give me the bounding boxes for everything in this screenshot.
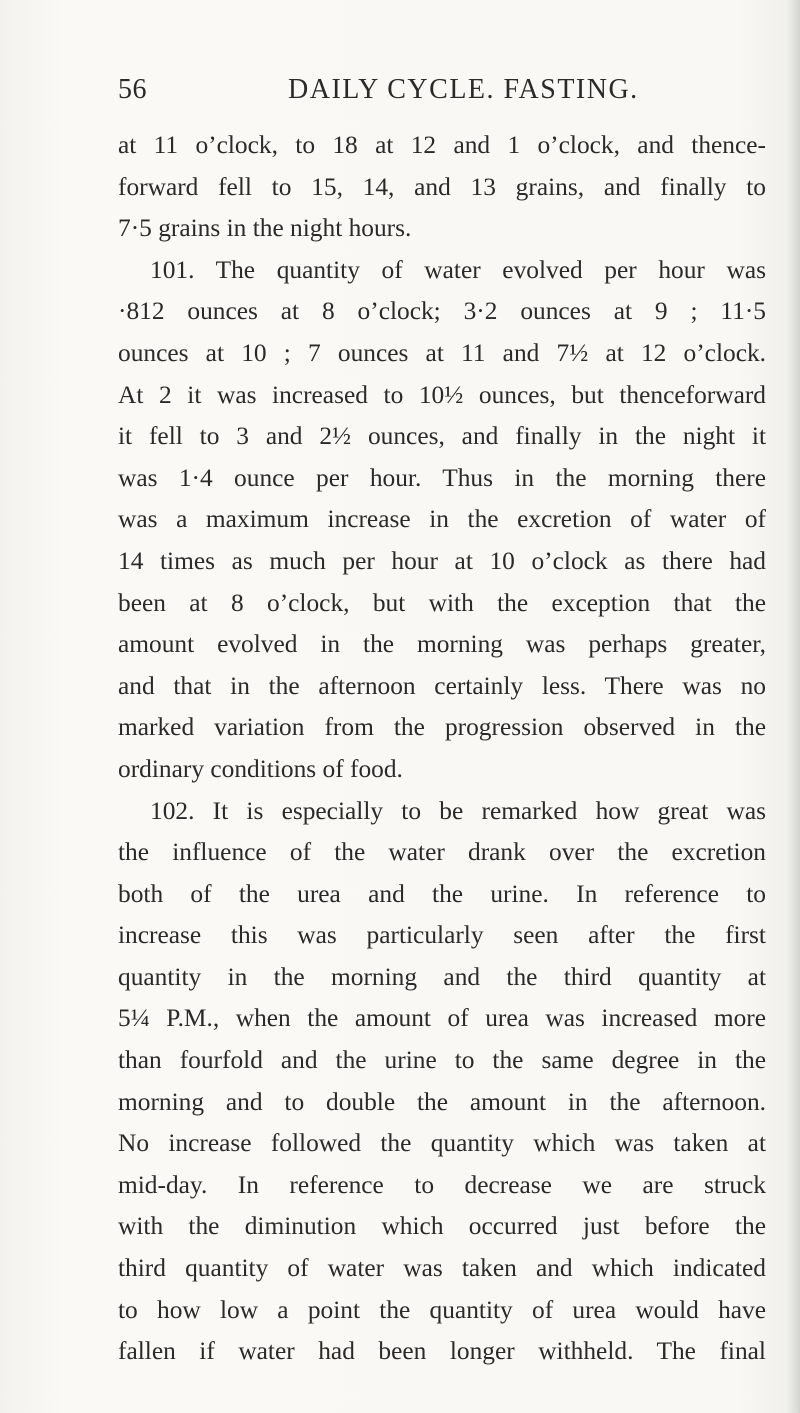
text-line: than fourfold and the urine to the same degree in the <box>118 1046 766 1075</box>
paragraph-101-start: 101. The quantity of water evolved per hour was <box>150 255 766 284</box>
text-line: quantity in the morning and the third quantity at <box>118 962 766 991</box>
page-body <box>118 125 766 1373</box>
text-line: mid-day. In reference to decrease we are struck <box>118 1170 766 1199</box>
text-line: at 11 o’clock, to 18 at 12 and 1 o’clock, and thence- <box>118 131 766 159</box>
text-line: was 1·4 ounce per hour. Thus in the morning there <box>118 463 766 492</box>
text-line: both of the urea and the urine. In reference to <box>118 879 766 908</box>
text-line: No increase followed the quantity which was taken at <box>118 1129 766 1158</box>
text-line: forward fell to 15, 14, and 13 grains, and finally to <box>118 172 766 201</box>
text-line: At 2 it was increased to 10½ ounces, but thenceforward <box>118 380 766 409</box>
text-line: 7·5 grains in the night hours. <box>118 214 412 243</box>
text-line: was a maximum increase in the excretion of water of <box>118 505 766 534</box>
text-line: 5¼ P.M., when the amount of urea was increased more <box>118 1004 766 1033</box>
text-line: marked variation from the progression observed in the <box>118 713 766 742</box>
text-line: increase this was particularly seen after the first <box>118 921 766 950</box>
text-line: to how low a point the quantity of urea would have <box>118 1295 766 1324</box>
text-line: and that in the afternoon certainly less. There was no <box>118 671 766 700</box>
text-line: the influence of the water drank over the excretion <box>118 838 766 867</box>
text-line: morning and to double the amount in the afternoon. <box>118 1087 766 1116</box>
text-line: third quantity of water was taken and which indicated <box>118 1254 766 1283</box>
page-edge-shadow <box>786 0 800 1413</box>
text-line: 14 times as much per hour at 10 o’clock as there had <box>118 546 766 575</box>
text-line: been at 8 o’clock, but with the exception that the <box>118 588 766 617</box>
text-line: fallen if water had been longer withheld. The final <box>118 1337 766 1366</box>
text-line: it fell to 3 and 2½ ounces, and finally in the night it <box>118 422 766 451</box>
text-line: ounces at 10 ; 7 ounces at 11 and 7½ at 12 o’clock. <box>118 338 766 367</box>
running-head: DAILY CYCLE. FASTING. <box>288 74 639 105</box>
text-line: with the diminution which occurred just before the <box>118 1212 766 1241</box>
text-line: ·812 ounces at 8 o’clock; 3·2 ounces at 9 ; 11·5 <box>118 297 766 326</box>
page-header <box>118 74 780 114</box>
text-line: amount evolved in the morning was perhaps greater, <box>118 630 766 659</box>
page-number: 56 <box>118 74 147 105</box>
text-line: ordinary conditions of food. <box>118 754 403 783</box>
paragraph-102-start: 102. It is especially to be remarked how great was <box>150 796 766 825</box>
